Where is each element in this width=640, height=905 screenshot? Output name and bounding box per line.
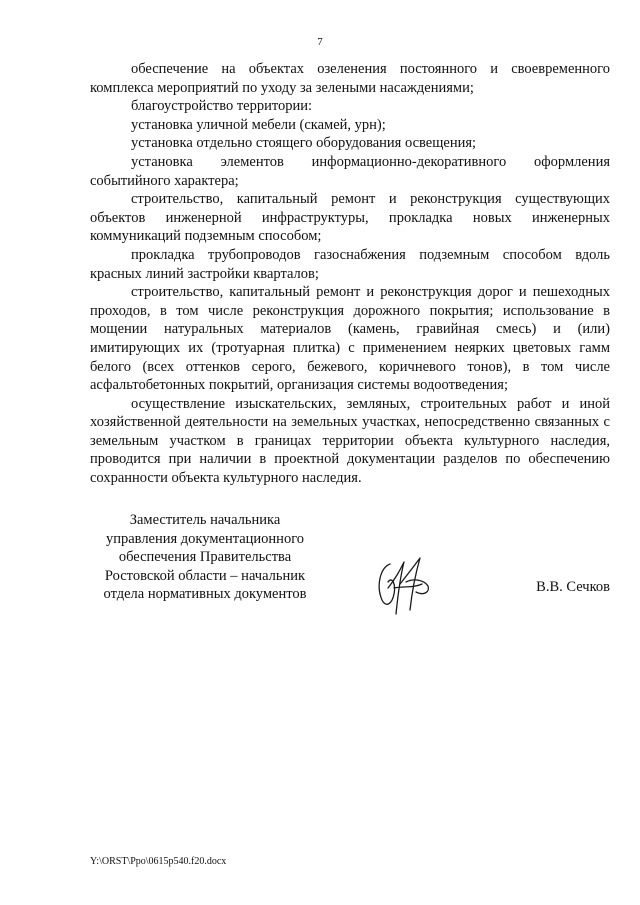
handwritten-signature <box>370 548 440 618</box>
position-line: Ростовской области – начальник <box>104 567 306 584</box>
paragraph: осуществление изыскательских, земляных, строительных работ и иной хозяйственной деятельности на земельных участках, непосредственно связанных с земельным участком в границах территории объекта культурного наследия, проводится при наличии в проектной документации разделов по обеспечению сохранности объекта культурного наследия. <box>90 395 610 487</box>
signatory-position <box>90 511 320 604</box>
paragraph: строительство, капитальный ремонт и реконструкция существующих объектов инженерной инфраструктуры, прокладка новых инженерных коммуникаций подземным способом; <box>90 191 610 245</box>
paragraph: строительство, капитальный ремонт и реконструкция дорог и пешеходных проходов, в том числе реконструкция дорожного покрытия; использование в мощении натуральных материалов (камень, гравийная смесь) и (или) имитирующих их (тротуарная плитка) с применением неярких цветовых гамм белого (всех оттенков серого, бежевого, коричневого тонов), в том числе асфальтобетонных покрытий, организация системы водоотведения; <box>90 284 610 394</box>
body-text <box>90 60 610 488</box>
paragraph: прокладка трубопроводов газоснабжения подземным способом вдоль красных линий застройки кварталов; <box>90 246 610 282</box>
paragraph: установка элементов информационно-декоративного оформления событийного характера; <box>90 153 610 189</box>
paragraph: установка отдельно стоящего оборудования освещения; <box>131 135 477 152</box>
position-line: отдела нормативных документов <box>103 586 307 603</box>
paragraph: благоустройство территории: <box>131 98 313 115</box>
position-line: обеспечения Правительства <box>118 549 292 566</box>
page-number: 7 <box>317 36 323 48</box>
paragraph: установка уличной мебели (скамей, урн); <box>131 116 386 133</box>
file-path: Y:\ORST\Ppo\0615p540.f20.docx <box>90 856 227 867</box>
paragraph: обеспечение на объектах озеленения постоянного и своевременного комплекса мероприятий по уходу за зелеными насаждениями; <box>90 61 610 96</box>
signer-name: В.В. Сечков <box>536 579 610 595</box>
position-line: управления документационного <box>105 530 305 547</box>
position-line: Заместитель начальника <box>129 512 281 528</box>
